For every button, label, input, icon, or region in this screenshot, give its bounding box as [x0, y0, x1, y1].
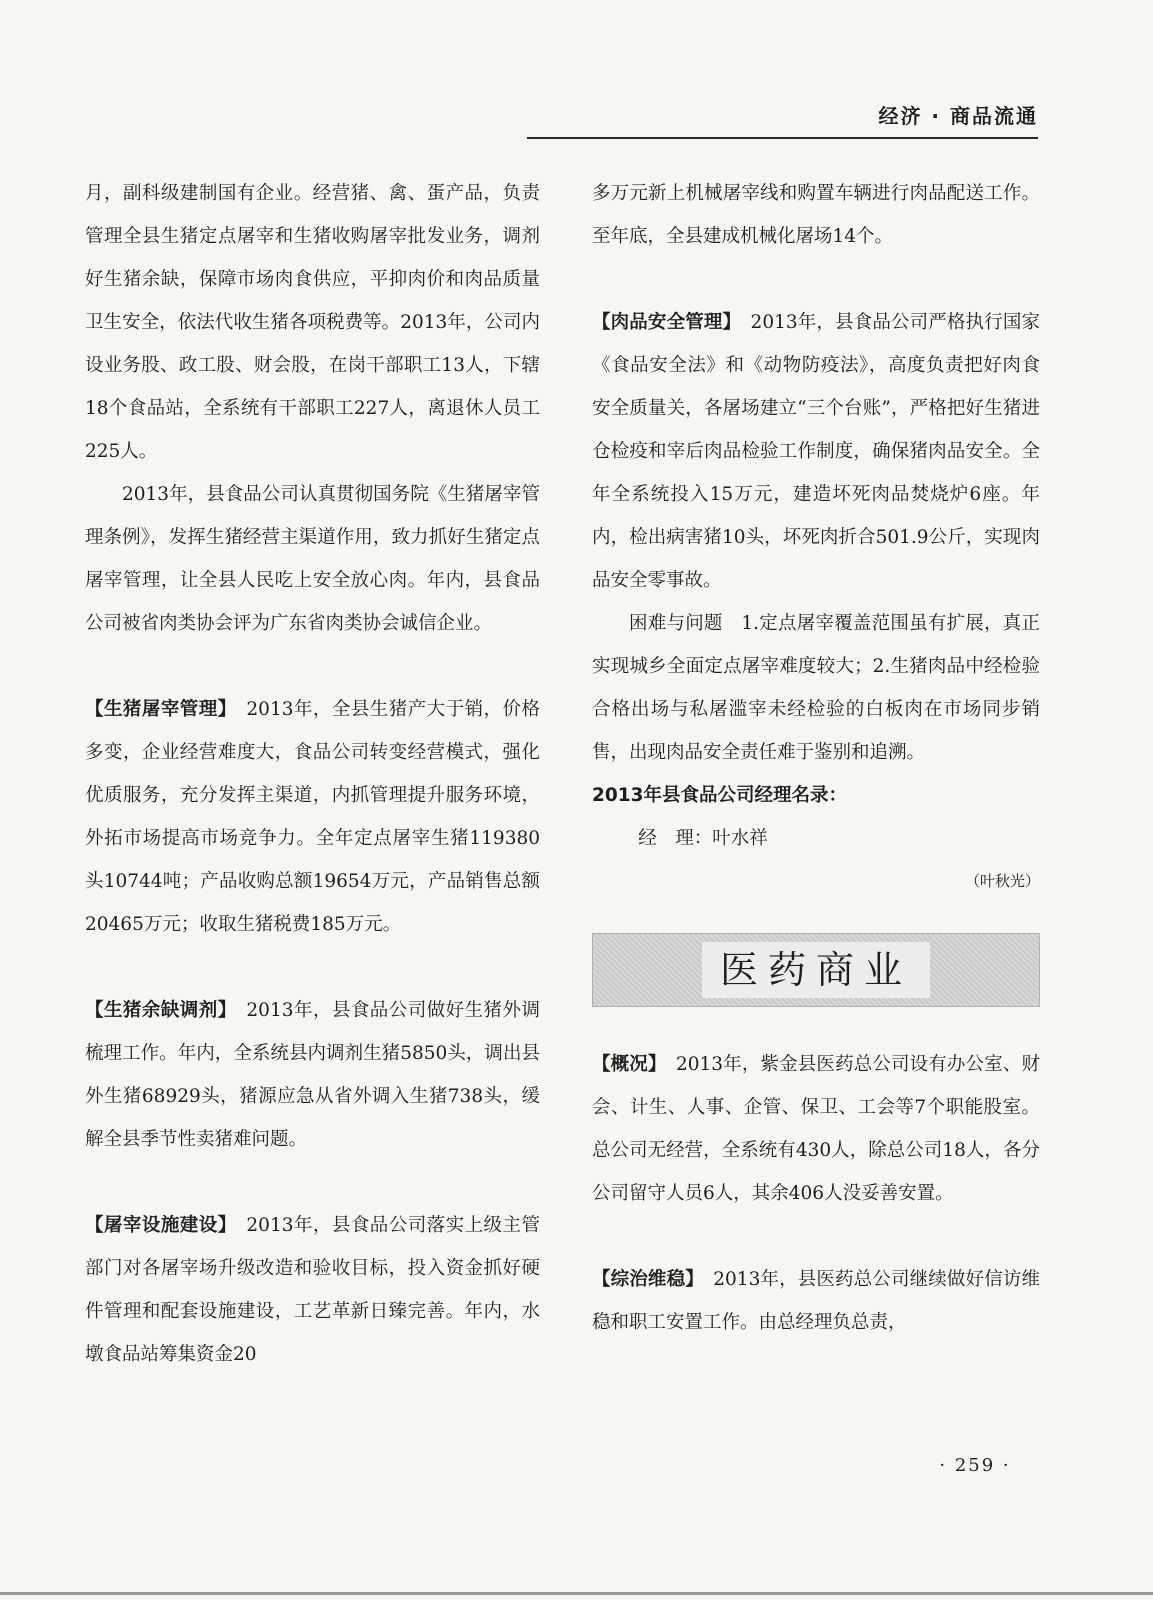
paragraph: 多万元新上机械屠宰线和购置车辆进行肉品配送工作。至年底，全县建成机械化屠场14个。 — [592, 183, 1040, 247]
section-text: 2013年，县食品公司严格执行国家《食品安全法》和《动物防疫法》，高度负责把好肉食安全质量关，各屠场建立“三个台账”，严格把好生猪进仓检疫和宰后肉品检验工作制度，确保猪肉品安全。全年全系统投入15万元，建造坏死肉品焚烧炉6座。年内，检出病害猪10头，坏死肉折合501.9公斤，实现肉品安全零事故。 — [592, 312, 1040, 591]
difficulties-label: 困难与问题 — [629, 613, 723, 634]
section-stability — [592, 1258, 1040, 1344]
section-tag: 【生猪余缺调剂】 — [85, 1000, 228, 1021]
section-facility-construction — [85, 1204, 540, 1376]
section-tag: 【概况】 — [592, 1054, 658, 1075]
paragraph: 月，副科级建制国有企业。经营猪、禽、蛋产品，负责管理全县生猪定点屠宰和生猪收购屠宰批发业务，调剂好生猪余缺，保障市场肉食供应，平抑肉价和肉品质量卫生安全，依法代收生猪各项税费等。2013年，公司内设业务股、政工股、财会股，在岗干部职工13人，下辖18个食品站，全系统有干部职工227人，离退休人员工225人。 — [85, 183, 540, 462]
section-supply-adjustment — [85, 989, 540, 1161]
spacer — [85, 1161, 540, 1204]
section-text: 2013年，全县生猪产大于销，价格多变，企业经营难度大，食品公司转变经营模式，强化优质服务，充分发挥主渠道，内抓管理提升服务环境，外拓市场提高市场竞争力。全年定点屠宰生猪119380头10744吨；产品收购总额19654万元，产品销售总额20465万元；收取生猪税费185万元。 — [85, 699, 540, 935]
page-number: · 259 · — [939, 1455, 1011, 1476]
spacer — [592, 1215, 1040, 1258]
section-text: 2013年，县食品公司做好生猪外调梳理工作。年内，全系统县内调剂生猪5850头，调出县外生猪68929头，猪源应急从省外调入生猪738头，缓解全县季节性卖猪难问题。 — [85, 1000, 540, 1150]
running-head: 经济 · 商品流通 — [878, 104, 1038, 128]
section-title: 医药商业 — [702, 942, 930, 998]
right-column — [592, 172, 1040, 1344]
roster-title: 2013年县食品公司经理名录： — [592, 785, 847, 806]
section-banner — [592, 933, 1040, 1007]
spacer — [85, 645, 540, 688]
section-tag: 【生猪屠宰管理】 — [85, 699, 228, 720]
section-text: 2013年，县食品公司落实上级主管部门对各屠宰场升级改造和验收目标，投入资金抓好硬件管理和配套设施建设，工艺革新日臻完善。年内，水墩食品站筹集资金20 — [85, 1215, 540, 1365]
bottom-edge — [0, 1592, 1153, 1595]
section-text: 2013年，县医药总公司继续做好信访维稳和职工安置工作。由总经理负总责， — [592, 1269, 1040, 1333]
section-tag: 【屠宰设施建设】 — [85, 1215, 228, 1236]
author-credit: （叶秋光） — [964, 872, 1040, 890]
manager-line: 经 理：叶水祥 — [638, 828, 768, 849]
spacer — [85, 946, 540, 989]
section-tag: 【肉品安全管理】 — [592, 312, 732, 333]
spacer — [592, 258, 1040, 301]
section-text: 2013年，紫金县医药总公司设有办公室、财会、计生、人事、企管、保卫、工会等7个职能股室。总公司无经营，全系统有430人，除总公司18人，各分公司留守人员6人，其余406人没妥善安置。 — [592, 1054, 1040, 1204]
difficulties-text: 1.定点屠宰覆盖范围虽有扩展，真正实现城乡全面定点屠宰难度较大；2.生猪肉品中经检验合格出场与私屠滥宰未经检验的白板肉在市场同步销售，出现肉品安全责任难于鉴别和追溯。 — [592, 613, 1040, 763]
header-rule — [527, 137, 1038, 139]
paragraph: 2013年，县食品公司认真贯彻国务院《生猪屠宰管理条例》，发挥生猪经营主渠道作用，致力抓好生猪定点屠宰管理，让全县人民吃上安全放心肉。年内，县食品公司被省肉类协会评为广东省肉类协会诚信企业。 — [85, 484, 540, 634]
left-column — [85, 172, 540, 1376]
section-tag: 【综治维稳】 — [592, 1269, 695, 1290]
section-overview — [592, 1043, 1040, 1215]
difficulties-paragraph — [592, 602, 1040, 774]
section-meat-safety — [592, 301, 1040, 602]
section-slaughter-management — [85, 688, 540, 946]
